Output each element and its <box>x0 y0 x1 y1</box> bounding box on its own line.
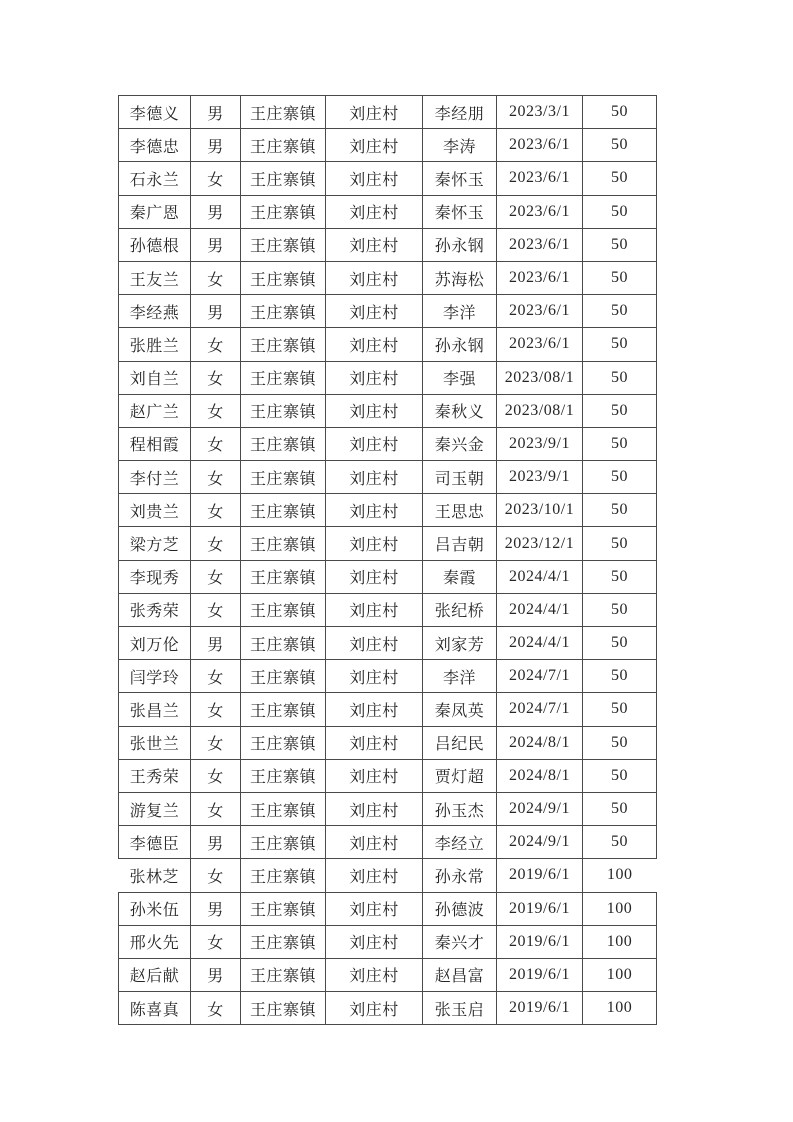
cell-village: 刘庄村 <box>326 295 423 328</box>
cell-amount: 100 <box>583 859 657 892</box>
cell-village: 刘庄村 <box>326 627 423 660</box>
cell-date: 2023/10/1 <box>497 494 583 527</box>
cell-amount: 50 <box>583 96 657 129</box>
cell-date: 2024/8/1 <box>497 726 583 759</box>
cell-date: 2023/08/1 <box>497 394 583 427</box>
cell-gender: 女 <box>191 527 241 560</box>
cell-village: 刘庄村 <box>326 560 423 593</box>
cell-name: 李德义 <box>119 96 191 129</box>
cell-name: 张林芝 <box>119 859 191 892</box>
cell-gender: 女 <box>191 261 241 294</box>
cell-town: 王庄寨镇 <box>241 992 326 1025</box>
cell-date: 2024/4/1 <box>497 560 583 593</box>
cell-name: 赵后献 <box>119 958 191 991</box>
cell-contact: 秦怀玉 <box>423 162 497 195</box>
table-row <box>119 759 657 792</box>
cell-gender: 女 <box>191 759 241 792</box>
cell-gender: 女 <box>191 660 241 693</box>
cell-town: 王庄寨镇 <box>241 96 326 129</box>
cell-contact: 孙永钢 <box>423 328 497 361</box>
table-row <box>119 726 657 759</box>
table-row <box>119 593 657 626</box>
cell-contact: 吕吉朝 <box>423 527 497 560</box>
cell-town: 王庄寨镇 <box>241 958 326 991</box>
cell-town: 王庄寨镇 <box>241 361 326 394</box>
cell-town: 王庄寨镇 <box>241 295 326 328</box>
cell-date: 2023/9/1 <box>497 461 583 494</box>
cell-town: 王庄寨镇 <box>241 627 326 660</box>
cell-town: 王庄寨镇 <box>241 925 326 958</box>
cell-date: 2024/7/1 <box>497 693 583 726</box>
cell-contact: 贾灯超 <box>423 759 497 792</box>
cell-village: 刘庄村 <box>326 361 423 394</box>
cell-contact: 司玉朝 <box>423 461 497 494</box>
cell-amount: 50 <box>583 295 657 328</box>
cell-contact: 李涛 <box>423 129 497 162</box>
cell-name: 孙德根 <box>119 228 191 261</box>
cell-town: 王庄寨镇 <box>241 494 326 527</box>
cell-amount: 50 <box>583 693 657 726</box>
cell-contact: 李洋 <box>423 295 497 328</box>
table-row <box>119 261 657 294</box>
table-row <box>119 792 657 825</box>
cell-contact: 孙永钢 <box>423 228 497 261</box>
cell-date: 2019/6/1 <box>497 925 583 958</box>
cell-date: 2023/9/1 <box>497 427 583 460</box>
cell-contact: 李强 <box>423 361 497 394</box>
cell-amount: 50 <box>583 195 657 228</box>
cell-gender: 女 <box>191 925 241 958</box>
cell-gender: 男 <box>191 195 241 228</box>
cell-village: 刘庄村 <box>326 992 423 1025</box>
cell-town: 王庄寨镇 <box>241 560 326 593</box>
cell-gender: 男 <box>191 96 241 129</box>
cell-date: 2023/6/1 <box>497 129 583 162</box>
cell-contact: 吕纪民 <box>423 726 497 759</box>
cell-amount: 50 <box>583 527 657 560</box>
cell-town: 王庄寨镇 <box>241 394 326 427</box>
cell-village: 刘庄村 <box>326 859 423 892</box>
cell-amount: 50 <box>583 826 657 859</box>
cell-amount: 50 <box>583 461 657 494</box>
table-row <box>119 195 657 228</box>
cell-gender: 男 <box>191 892 241 925</box>
cell-name: 赵广兰 <box>119 394 191 427</box>
cell-name: 刘万伦 <box>119 627 191 660</box>
cell-town: 王庄寨镇 <box>241 859 326 892</box>
cell-date: 2023/12/1 <box>497 527 583 560</box>
table-row <box>119 892 657 925</box>
cell-date: 2023/6/1 <box>497 261 583 294</box>
table-row <box>119 560 657 593</box>
cell-name: 石永兰 <box>119 162 191 195</box>
table-row <box>119 162 657 195</box>
cell-amount: 50 <box>583 660 657 693</box>
cell-gender: 女 <box>191 859 241 892</box>
cell-village: 刘庄村 <box>326 726 423 759</box>
cell-name: 刘贵兰 <box>119 494 191 527</box>
cell-town: 王庄寨镇 <box>241 726 326 759</box>
cell-village: 刘庄村 <box>326 129 423 162</box>
cell-contact: 王思忠 <box>423 494 497 527</box>
cell-village: 刘庄村 <box>326 759 423 792</box>
cell-amount: 50 <box>583 361 657 394</box>
cell-name: 张秀荣 <box>119 593 191 626</box>
cell-town: 王庄寨镇 <box>241 759 326 792</box>
cell-date: 2024/4/1 <box>497 627 583 660</box>
cell-amount: 50 <box>583 560 657 593</box>
cell-village: 刘庄村 <box>326 792 423 825</box>
cell-contact: 孙永常 <box>423 859 497 892</box>
table-row <box>119 859 657 892</box>
table-row <box>119 394 657 427</box>
cell-name: 李德忠 <box>119 129 191 162</box>
cell-amount: 50 <box>583 394 657 427</box>
table-row <box>119 228 657 261</box>
cell-gender: 女 <box>191 394 241 427</box>
cell-contact: 秦凤英 <box>423 693 497 726</box>
cell-name: 张胜兰 <box>119 328 191 361</box>
table-row <box>119 427 657 460</box>
table-row <box>119 527 657 560</box>
cell-village: 刘庄村 <box>326 693 423 726</box>
roster-table-body <box>119 96 657 1025</box>
cell-town: 王庄寨镇 <box>241 328 326 361</box>
cell-village: 刘庄村 <box>326 826 423 859</box>
table-row <box>119 461 657 494</box>
table-row <box>119 660 657 693</box>
table-row <box>119 328 657 361</box>
cell-gender: 女 <box>191 461 241 494</box>
cell-gender: 女 <box>191 593 241 626</box>
cell-date: 2019/6/1 <box>497 892 583 925</box>
cell-contact: 苏海松 <box>423 261 497 294</box>
cell-gender: 女 <box>191 693 241 726</box>
cell-contact: 张玉启 <box>423 992 497 1025</box>
cell-amount: 50 <box>583 129 657 162</box>
cell-date: 2024/4/1 <box>497 593 583 626</box>
cell-gender: 男 <box>191 295 241 328</box>
cell-amount: 50 <box>583 494 657 527</box>
cell-village: 刘庄村 <box>326 195 423 228</box>
cell-gender: 男 <box>191 228 241 261</box>
cell-amount: 100 <box>583 992 657 1025</box>
cell-gender: 女 <box>191 992 241 1025</box>
cell-amount: 50 <box>583 792 657 825</box>
table-row <box>119 494 657 527</box>
cell-village: 刘庄村 <box>326 461 423 494</box>
cell-contact: 孙德波 <box>423 892 497 925</box>
cell-village: 刘庄村 <box>326 261 423 294</box>
cell-name: 邢火先 <box>119 925 191 958</box>
cell-village: 刘庄村 <box>326 892 423 925</box>
cell-contact: 秦怀玉 <box>423 195 497 228</box>
cell-contact: 刘家芳 <box>423 627 497 660</box>
cell-date: 2023/6/1 <box>497 162 583 195</box>
cell-gender: 男 <box>191 958 241 991</box>
cell-amount: 50 <box>583 593 657 626</box>
cell-amount: 50 <box>583 328 657 361</box>
cell-date: 2019/6/1 <box>497 992 583 1025</box>
table-row <box>119 925 657 958</box>
cell-gender: 男 <box>191 627 241 660</box>
cell-town: 王庄寨镇 <box>241 527 326 560</box>
cell-village: 刘庄村 <box>326 925 423 958</box>
cell-name: 张世兰 <box>119 726 191 759</box>
cell-date: 2023/6/1 <box>497 195 583 228</box>
cell-town: 王庄寨镇 <box>241 593 326 626</box>
cell-town: 王庄寨镇 <box>241 693 326 726</box>
cell-name: 游复兰 <box>119 792 191 825</box>
cell-name: 梁方芝 <box>119 527 191 560</box>
cell-name: 陈喜真 <box>119 992 191 1025</box>
cell-name: 闫学玲 <box>119 660 191 693</box>
cell-date: 2019/6/1 <box>497 859 583 892</box>
cell-name: 王友兰 <box>119 261 191 294</box>
cell-village: 刘庄村 <box>326 958 423 991</box>
cell-village: 刘庄村 <box>326 593 423 626</box>
table-row <box>119 992 657 1025</box>
cell-gender: 女 <box>191 726 241 759</box>
table-row <box>119 129 657 162</box>
cell-town: 王庄寨镇 <box>241 261 326 294</box>
cell-village: 刘庄村 <box>326 427 423 460</box>
cell-date: 2024/8/1 <box>497 759 583 792</box>
cell-amount: 50 <box>583 726 657 759</box>
cell-amount: 100 <box>583 958 657 991</box>
cell-amount: 50 <box>583 228 657 261</box>
cell-contact: 秦霞 <box>423 560 497 593</box>
cell-gender: 女 <box>191 361 241 394</box>
cell-town: 王庄寨镇 <box>241 427 326 460</box>
table-row <box>119 627 657 660</box>
cell-gender: 女 <box>191 427 241 460</box>
cell-gender: 女 <box>191 162 241 195</box>
cell-contact: 秦秋义 <box>423 394 497 427</box>
cell-village: 刘庄村 <box>326 494 423 527</box>
cell-village: 刘庄村 <box>326 527 423 560</box>
cell-name: 张昌兰 <box>119 693 191 726</box>
cell-village: 刘庄村 <box>326 228 423 261</box>
cell-contact: 孙玉杰 <box>423 792 497 825</box>
cell-amount: 50 <box>583 759 657 792</box>
cell-gender: 女 <box>191 792 241 825</box>
cell-town: 王庄寨镇 <box>241 162 326 195</box>
roster-table <box>118 95 657 1025</box>
table-row <box>119 958 657 991</box>
cell-contact: 李经立 <box>423 826 497 859</box>
cell-contact: 张纪桥 <box>423 593 497 626</box>
cell-name: 孙米伍 <box>119 892 191 925</box>
cell-date: 2024/9/1 <box>497 792 583 825</box>
cell-amount: 50 <box>583 261 657 294</box>
cell-gender: 男 <box>191 826 241 859</box>
cell-date: 2023/6/1 <box>497 328 583 361</box>
cell-town: 王庄寨镇 <box>241 228 326 261</box>
cell-village: 刘庄村 <box>326 328 423 361</box>
cell-date: 2024/9/1 <box>497 826 583 859</box>
cell-amount: 100 <box>583 892 657 925</box>
cell-gender: 女 <box>191 494 241 527</box>
cell-contact: 李洋 <box>423 660 497 693</box>
cell-town: 王庄寨镇 <box>241 195 326 228</box>
table-row <box>119 693 657 726</box>
cell-town: 王庄寨镇 <box>241 461 326 494</box>
cell-contact: 李经朋 <box>423 96 497 129</box>
cell-amount: 50 <box>583 627 657 660</box>
cell-name: 李经燕 <box>119 295 191 328</box>
cell-contact: 秦兴才 <box>423 925 497 958</box>
cell-name: 李德臣 <box>119 826 191 859</box>
cell-contact: 秦兴金 <box>423 427 497 460</box>
cell-amount: 50 <box>583 162 657 195</box>
cell-gender: 女 <box>191 560 241 593</box>
cell-name: 王秀荣 <box>119 759 191 792</box>
cell-town: 王庄寨镇 <box>241 660 326 693</box>
table-row <box>119 96 657 129</box>
cell-amount: 100 <box>583 925 657 958</box>
cell-village: 刘庄村 <box>326 394 423 427</box>
table-row <box>119 826 657 859</box>
cell-village: 刘庄村 <box>326 96 423 129</box>
cell-town: 王庄寨镇 <box>241 792 326 825</box>
cell-date: 2023/3/1 <box>497 96 583 129</box>
cell-name: 刘自兰 <box>119 361 191 394</box>
cell-village: 刘庄村 <box>326 162 423 195</box>
table-row <box>119 361 657 394</box>
cell-date: 2019/6/1 <box>497 958 583 991</box>
cell-name: 秦广恩 <box>119 195 191 228</box>
cell-name: 李付兰 <box>119 461 191 494</box>
cell-date: 2023/6/1 <box>497 228 583 261</box>
cell-date: 2023/6/1 <box>497 295 583 328</box>
cell-name: 程相霞 <box>119 427 191 460</box>
table-row <box>119 295 657 328</box>
cell-date: 2024/7/1 <box>497 660 583 693</box>
cell-contact: 赵昌富 <box>423 958 497 991</box>
cell-gender: 男 <box>191 129 241 162</box>
cell-amount: 50 <box>583 427 657 460</box>
cell-town: 王庄寨镇 <box>241 826 326 859</box>
cell-village: 刘庄村 <box>326 660 423 693</box>
cell-town: 王庄寨镇 <box>241 892 326 925</box>
cell-name: 李现秀 <box>119 560 191 593</box>
cell-gender: 女 <box>191 328 241 361</box>
cell-town: 王庄寨镇 <box>241 129 326 162</box>
cell-date: 2023/08/1 <box>497 361 583 394</box>
